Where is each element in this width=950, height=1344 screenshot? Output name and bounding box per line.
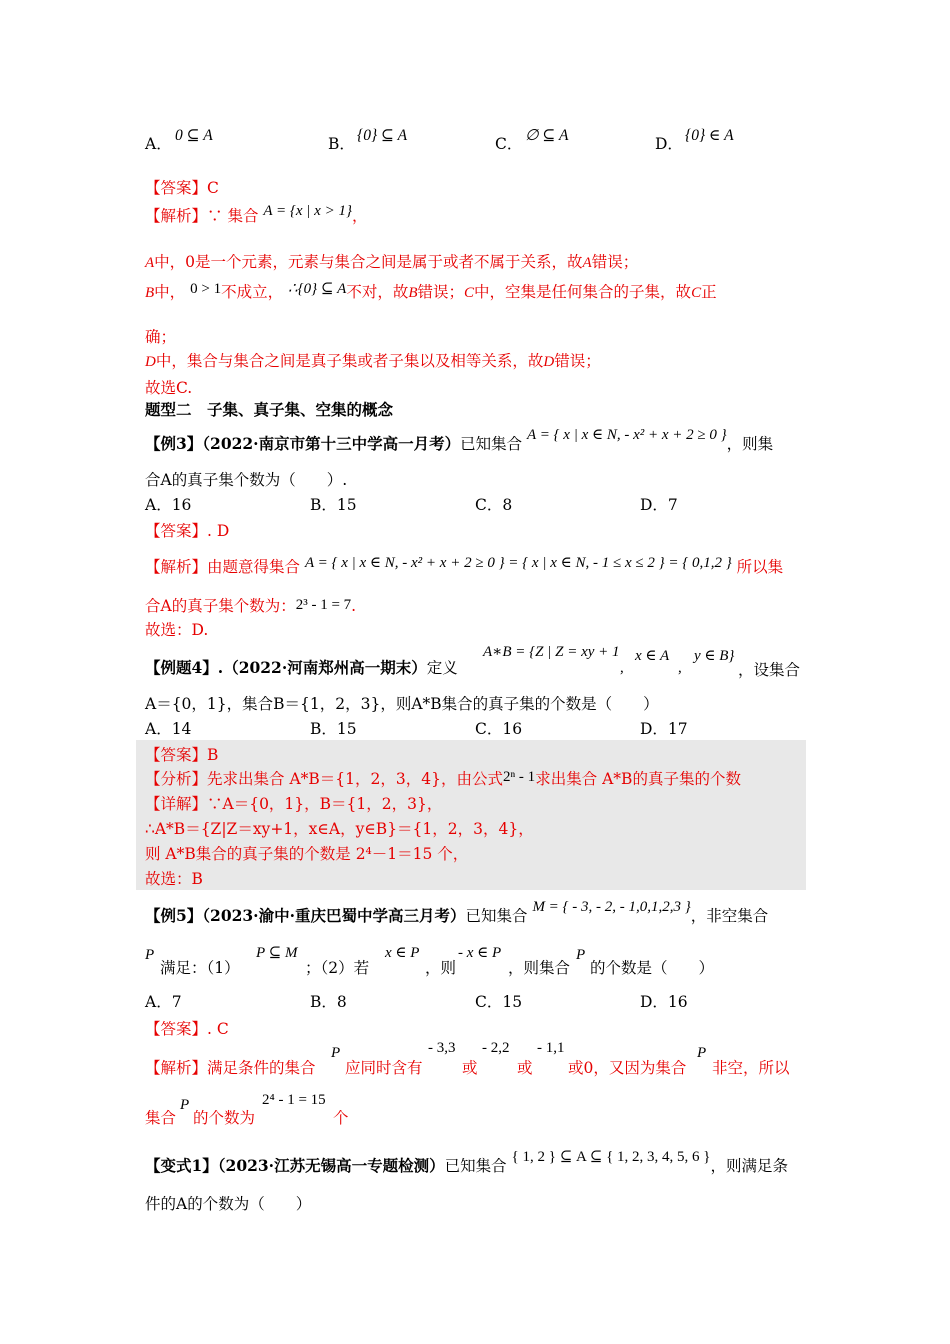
ex4-option-d: D．17 [640,720,688,738]
ex4-option-c: C．16 [475,720,523,738]
ex5-m4: - x ∈ P [458,945,502,961]
section-title: 题型二 子集、真子集、空集的概念 [145,400,394,419]
ex5-analysis-t4: 或 [517,1059,533,1077]
ex3-option-c: C．8 [475,496,513,514]
option-c: C． [495,135,523,153]
ex5-analysis-m4: - 1,1 [537,1040,565,1056]
option-a-math: 0 ⊆ A [175,127,213,144]
ex5-line2-t3: 个 [333,1109,349,1127]
ex5-t4: ，则集合 [508,959,571,977]
analysis-line: 【解析】∵ 集合 A = {x | x > 1}， [145,203,368,225]
conclusion: 故选C. [145,379,193,397]
ex4-option-a: A．14 [145,720,192,738]
ex5-line2-t2: 的个数为 [193,1109,256,1127]
ex5-analysis-m3: - 2,2 [482,1040,510,1056]
ex5-m3: x ∈ P [385,945,420,961]
ex4-stem: 【例题4】.（2022·河南郑州高一期末）定义 [145,658,458,677]
ex5-analysis-t3: 或 [462,1059,478,1077]
answer-line: 【答案】C [145,179,219,197]
ex5-line2-p: P [180,1097,190,1113]
ex3-analysis: 【解析】由题意得集合 A = { x | x ∈ N, - x² + x + 2 ≥ 0 } = { x | x ∈ N, - 1 ≤ x ≤ 2 } = { 0,1,2 } 所以集 [145,555,784,576]
ex3-stem-line2: 合A的真子集个数为（ ）. [145,471,348,489]
ex5-option-a: A．7 [145,993,182,1011]
ex4-xiangjie-2: ∴A*B＝{Z|Z＝xy+1，x∈A，y∈B}＝{1，2，3，4}， [145,820,534,838]
ex4-def-math3: y ∈ B} [694,648,735,664]
ex5-analysis: 【解析】满足条件的集合 [145,1059,316,1077]
ex4-def-math2: x ∈ A [635,648,670,664]
ex3-option-d: D．7 [640,496,678,514]
ex3-option-a: A．16 [145,496,192,514]
ex5-t5: 的个数是（ ） [590,959,715,977]
ex3-option-b: B．15 [310,496,357,514]
ex4-answer: 【答案】B [145,746,219,764]
ex5-option-b: B．8 [310,993,347,1011]
ex4-xiangjie: 【详解】∵A＝{0，1}，B＝{1，2，3}， [145,795,443,813]
option-b-math: {0} ⊆ A [357,127,408,144]
ex5-analysis-t2: 应同时含有 [345,1059,423,1077]
ex5-t1: 满足：（1） [160,959,240,977]
option-c-math: ∅ ⊆ A [525,127,569,144]
ex4-option-b: B．15 [310,720,357,738]
ex3-stem: 【例3】（2022·南京市第十三中学高一月考）已知集合 A = { x | x ∈ N, - x² + x + 2 ≥ 0 }，则集 [145,427,774,453]
ex4-comma1: , [620,660,624,676]
ex5-analysis-t6: 非空，所以 [712,1059,790,1077]
analysis-a-line: A中，0是一个元素，元素与集合之间是属于或者不属于关系，故A错误； [145,253,639,271]
var1-stem: 【变式1】（2023·江苏无锡高一专题检测）已知集合 { 1, 2 } ⊆ A ⊆ { 1, 2, 3, 4, 5, 6 }，则满足条 [145,1149,789,1175]
ex5-analysis-t5: 或0，又因为集合 [568,1059,687,1077]
ex5-option-d: D．16 [640,993,688,1011]
analysis-d-line: D中，集合与集合之间是真子集或者子集以及相等关系，故D错误； [145,352,601,370]
ex5-analysis-p: P [331,1045,341,1061]
ex5-analysis-m2: - 3,3 [428,1040,456,1056]
ex5-m5: P [576,947,586,963]
ex5-m2: P ⊆ M [256,945,298,961]
analysis-b-line: B中， 0 > 1不成立， ∴{0} ⊆ A不对，故B错误；C中，空集是任何集合的子集，故C正 [145,281,717,301]
solution-highlight [136,740,806,890]
ex5-analysis-m5: P [697,1045,707,1061]
ex5-option-c: C．15 [475,993,523,1011]
ex4-xiangjie-3: 则 A*B集合的真子集的个数是 2⁴－1＝15 个， [145,845,469,863]
ex5-t3: ，则 [425,959,457,977]
ex5-t2: ；（2）若 [305,959,370,977]
option-d: D． [655,135,683,153]
option-b: B． [328,135,355,153]
ex5-stem: 【例5】（2023·渝中·重庆巴蜀中学高三月考）已知集合 M = { - 3, - 2, - 1,0,1,2,3 }，非空集合 [145,899,769,925]
option-a: A． [145,135,172,153]
analysis-b-wrap: 确； [145,328,177,346]
ex4-fenxi: 【分析】先求出集合 A*B＝{1，2，3，4}，由公式2ⁿ - 1求出集合 A*B的真子集的个数 [145,769,741,788]
ex3-answer: 【答案】. D [145,522,230,540]
ex4-stem-post: ，设集合 [738,661,801,679]
ex5-p1: P [145,947,155,963]
option-d-math: {0} ∈ A [685,127,734,144]
var1-line2: 件的A的个数为（ ） [145,1195,312,1213]
ex3-conclusion: 故选：D. [145,621,209,639]
ex4-line2: A＝{0，1}，集合B＝{1，2，3}，则A*B集合的真子集的个数是（ ） [145,695,659,713]
ex3-analysis-line2: 合A的真子集个数为：2³ - 1 = 7. [145,597,357,615]
ex5-answer: 【答案】. C [145,1020,229,1038]
ex4-comma2: , [678,660,682,676]
ex5-line2-math: 2⁴ - 1 = 15 [262,1092,326,1108]
ex4-def-math: A∗B = {Z | Z = xy + 1 [483,644,620,660]
ex4-conclusion: 故选：B [145,870,203,888]
ex5-line2-t1: 集合 [145,1109,177,1127]
